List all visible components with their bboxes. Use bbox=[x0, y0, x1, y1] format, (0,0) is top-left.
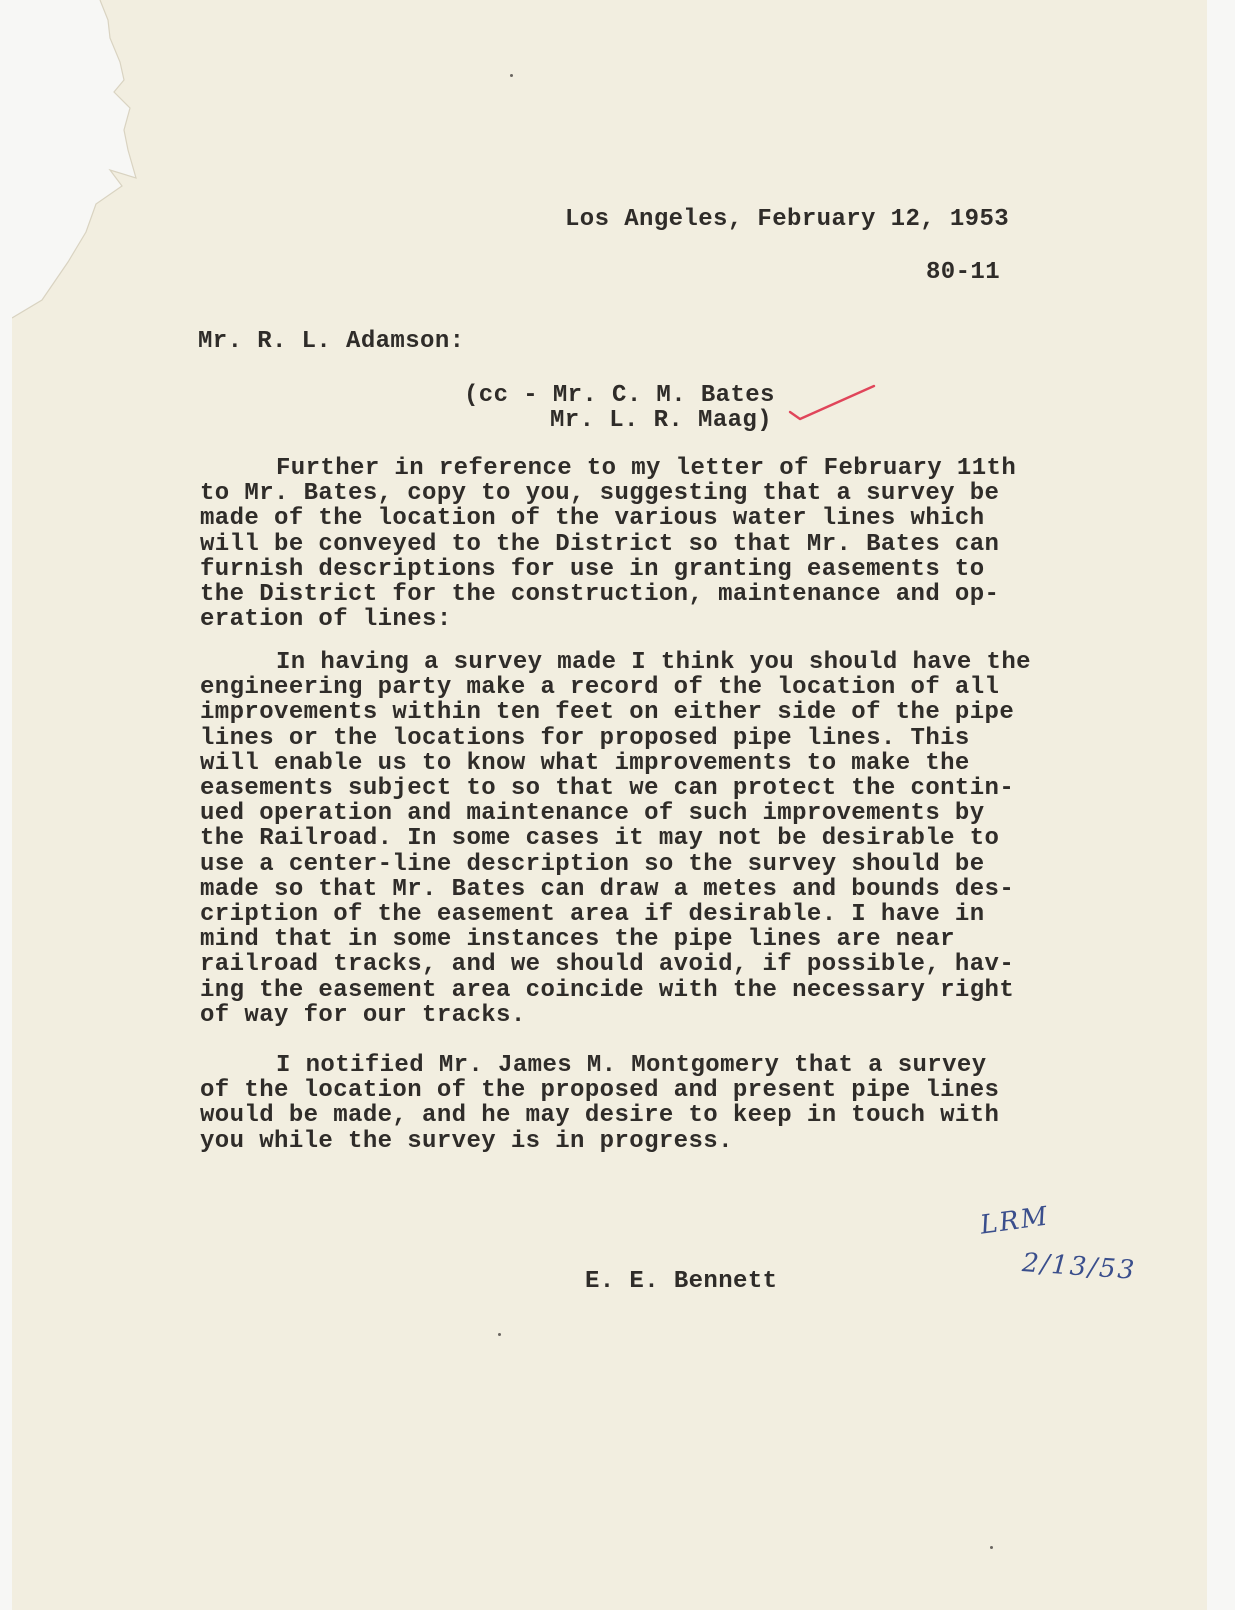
paragraph-1: Further in reference to my letter of February 11th to Mr. Bates, copy to you, suggesting that a survey be made of the location of the various water lines which will be conveyed to the District so that Mr. Bates can furnish descriptions for use in granting easements to the District for the construction, maintenance and op- eration of lines: bbox=[200, 455, 1017, 634]
paragraph-2: In having a survey made I think you should have the engineering party make a record of the location of all improvements within ten feet on either side of the pipe lines or the locations for proposed pipe lines. This will enable us to know what improvements to make the easements subject to so that we can protect the contin- ued operation and maintenance of such improvements by the Railroad. In some cases it may not be desirable to use a center-line description so the survey should be made so that Mr. Bates can draw a metes and bounds des- cription of the easement area if desirable. I have in mind that in some instances the pipe lines are near railroad tracks, and we should avoid, if possible, hav- ing the easement area coincide with the necessary right of way for our tracks. bbox=[200, 649, 1031, 1029]
handwritten-date: 2/13/53 bbox=[1021, 1248, 1138, 1286]
file-number: 80-11 bbox=[926, 259, 1001, 286]
check-mark-icon bbox=[788, 382, 884, 424]
signature: E. E. Bennett bbox=[585, 1268, 778, 1295]
date-line: Los Angeles, February 12, 1953 bbox=[565, 206, 1010, 233]
torn-paper-edge bbox=[12, 0, 152, 320]
cc-line-2: Mr. L. R. Maag) bbox=[550, 407, 773, 434]
salutation: Mr. R. L. Adamson: bbox=[198, 328, 465, 355]
cc-line-1: (cc - Mr. C. M. Bates bbox=[464, 382, 775, 409]
paper-speck bbox=[990, 1546, 993, 1549]
handwritten-initials: LRM bbox=[978, 1201, 1052, 1241]
letter-page bbox=[12, 0, 1207, 1610]
paper-speck bbox=[510, 74, 513, 77]
paper-speck bbox=[498, 1333, 501, 1336]
paragraph-3: I notified Mr. James M. Montgomery that a survey of the location of the proposed and present pipe lines would be made, and he may desire to keep in touch with you while the survey is in progress. bbox=[200, 1052, 1000, 1155]
